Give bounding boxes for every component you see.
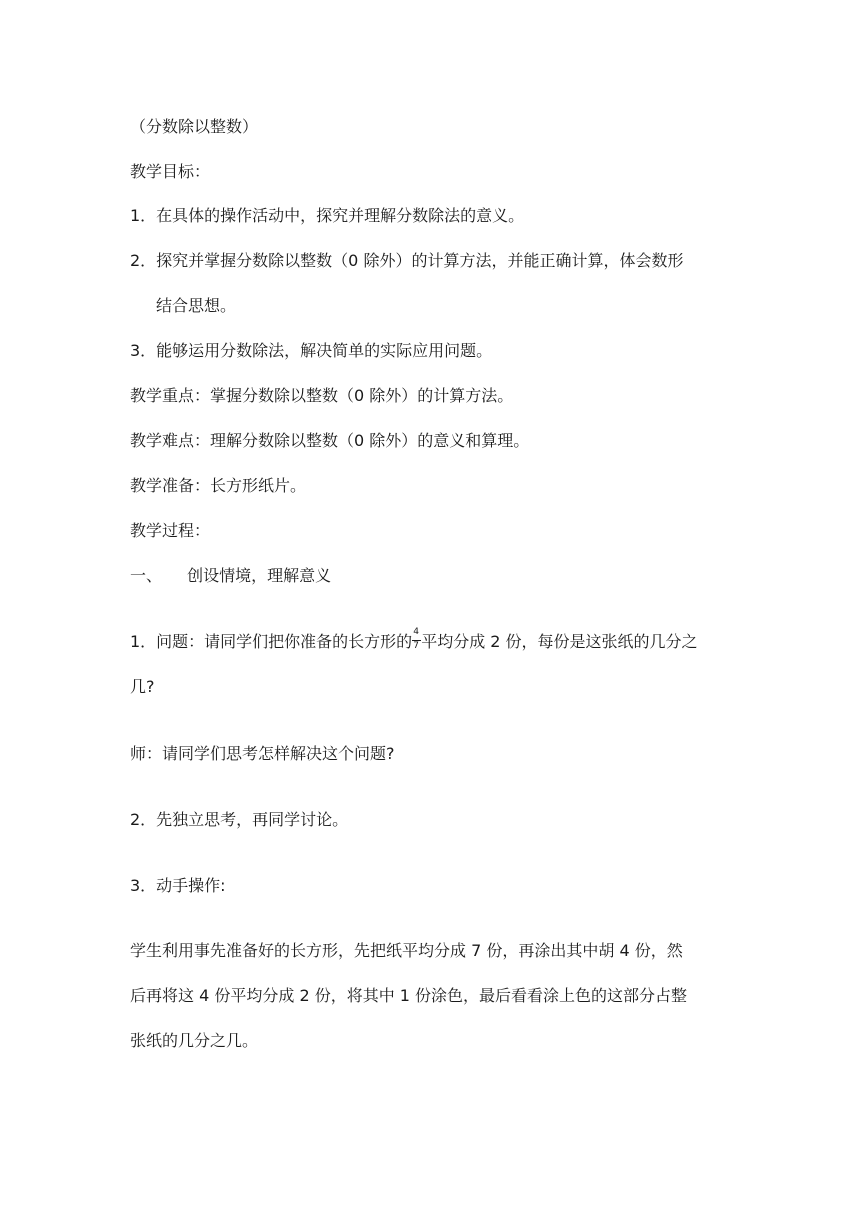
fraction [412,627,421,652]
objective-3: 3．能够运用分数除法，解决简单的实际应用问题。 [130,341,493,360]
question-1-text-post: 平均分成 2 份，每份是这张纸的几分之 [421,632,698,651]
section-1-title: 创设情境，理解意义 [187,566,332,585]
objective-2-line-1: 2．探究并掌握分数除以整数（0 除外）的计算方法，并能正确计算，体会数形 [130,251,684,270]
fraction-denominator: 7 [413,641,419,651]
teacher-line: 师：请同学们思考怎样解决这个问题? [130,744,395,763]
doc-title: （分数除以整数） [130,117,259,136]
paragraph-line-3: 张纸的几分之几。 [130,1031,259,1050]
question-1-text-pre: 1．问题：请同学们把你准备的长方形的 [130,632,413,651]
difficulty: 教学难点：理解分数除以整数（0 除外）的意义和算理。 [130,431,530,450]
question-1 [130,627,698,652]
objective-2-line-2: 结合思想。 [156,296,237,315]
paragraph-line-1: 学生利用事先准备好的长方形，先把纸平均分成 7 份，再涂出其中胡 4 份，然 [130,941,683,960]
step-3: 3．动手操作: [130,876,226,895]
objectives-label: 教学目标： [130,162,211,181]
question-1-continued: 几? [130,677,155,696]
process-label: 教学过程： [130,521,211,540]
section-1-heading [130,566,331,586]
key-point: 教学重点：掌握分数除以整数（0 除外）的计算方法。 [130,386,514,405]
step-2: 2．先独立思考，再同学讨论。 [130,810,349,829]
section-1-number: 一、 [130,566,163,585]
fraction-numerator: 4 [413,627,419,637]
paragraph-line-2: 后再将这 4 份平均分成 2 份，将其中 1 份涂色，最后看看涂上色的这部分占整 [130,986,688,1005]
preparation: 教学准备：长方形纸片。 [130,476,307,495]
objective-1: 1．在具体的操作活动中，探究并理解分数除法的意义。 [130,206,525,225]
